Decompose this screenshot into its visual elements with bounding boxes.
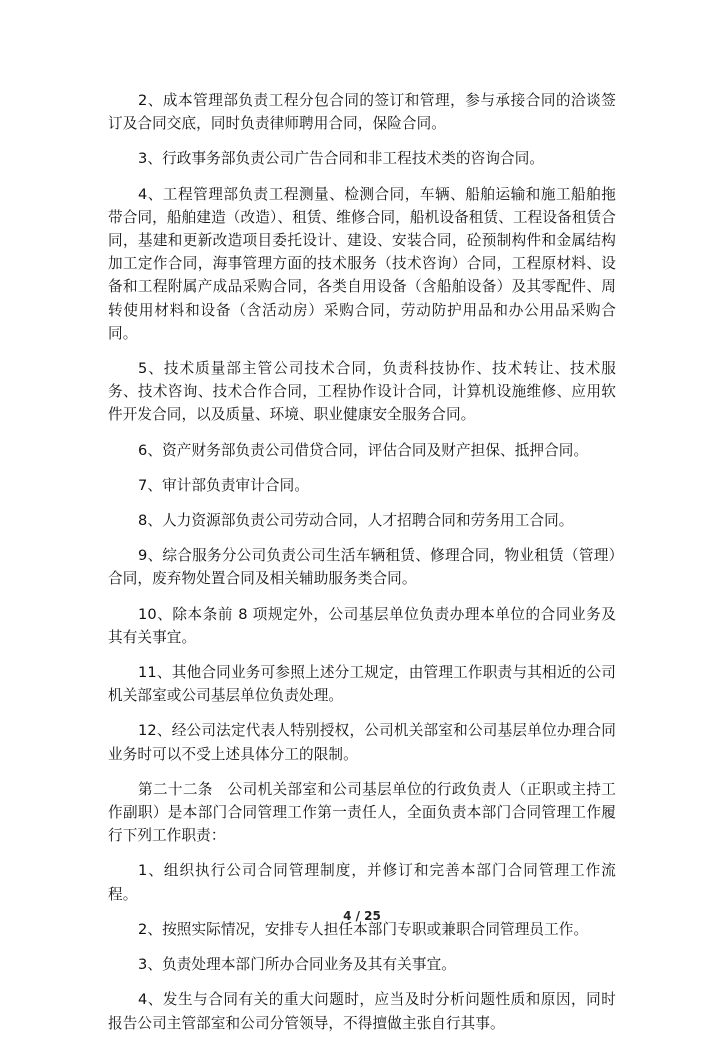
- paragraph: 2、按照实际情况，安排专人担任本部门专职或兼职合同管理员工作。: [138, 920, 589, 938]
- paragraph: 10、除本条前 8 项规定外，公司基层单位负责办理本单位的合同业务及其有关事宜。: [108, 605, 616, 646]
- paragraph: 4、工程管理部负责工程测量、检测合同，车辆、船舶运输和施工船舶拖带合同，船舶建造（改造）、租赁、维修合同，船机设备租赁、工程设备租赁合同，基建和更新改造项目委托设计、建设、安装合同，砼预制构件和金属结构加工定作合同，海事管理方面的技术服务（技术咨询）合同，工程原材料、设备和工程附属产成品采购合同，各类自用设备（含船舶设备）及其零配件、周转使用材料和设备（含活动房）采购合同，劳动防护用品和办公用品采购合同。: [108, 185, 616, 342]
- paragraph: 6、资产财务部负责公司借贷合同，评估合同及财产担保、抵押合同。: [138, 441, 589, 459]
- paragraph: 8、人力资源部负责公司劳动合同，人才招聘合同和劳务用工合同。: [138, 512, 574, 530]
- paragraph: 3、负责处理本部门所办合同业务及其有关事宜。: [138, 956, 456, 974]
- page-number: 4 / 25: [343, 909, 381, 923]
- article-heading-paragraph: 第二十二条 公司机关部室和公司基层单位的行政负责人（正职或主持工作副职）是本部门合同管理工作第一责任人，全面负责本部门合同管理工作履行下列工作职责：: [108, 780, 616, 845]
- paragraph: 11、其他合同业务可参照上述分工规定，由管理工作职责与其相近的公司机关部室或公司基层单位负责处理。: [108, 664, 616, 705]
- document-body: [108, 89, 616, 1047]
- paragraph: 2、成本管理部负责工程分包合同的签订和管理，参与承接合同的洽谈签订及合同交底，同时负责律师聘用合同，保险合同。: [108, 92, 616, 133]
- paragraph: 4、发生与合同有关的重大问题时，应当及时分析问题性质和原因，同时报告公司主管部室和公司分管领导，不得擅做主张自行其事。: [108, 991, 616, 1032]
- paragraph: 1、组织执行公司合同管理制度，并修订和完善本部门合同管理工作流程。: [108, 862, 616, 903]
- paragraph: 5、技术质量部主管公司技术合同，负责科技协作、技术转让、技术服务、技术咨询、技术合作合同，工程协作设计合同，计算机设施维修、应用软件开发合同，以及质量、环境、职业健康安全服务合同。: [108, 360, 616, 424]
- paragraph: 12、经公司法定代表人特别授权，公司机关部室和公司基层单位办理合同业务时可以不受上述具体分工的限制。: [108, 722, 616, 763]
- paragraph: 9、综合服务分公司负责公司生活车辆租赁、修理合同，物业租赁（管理）合同，废弃物处置合同及相关辅助服务类合同。: [108, 547, 616, 588]
- paragraph: 3、行政事务部负责公司广告合同和非工程技术类的咨询合同。: [138, 150, 545, 168]
- paragraph: 7、审计部负责审计合同。: [138, 476, 310, 494]
